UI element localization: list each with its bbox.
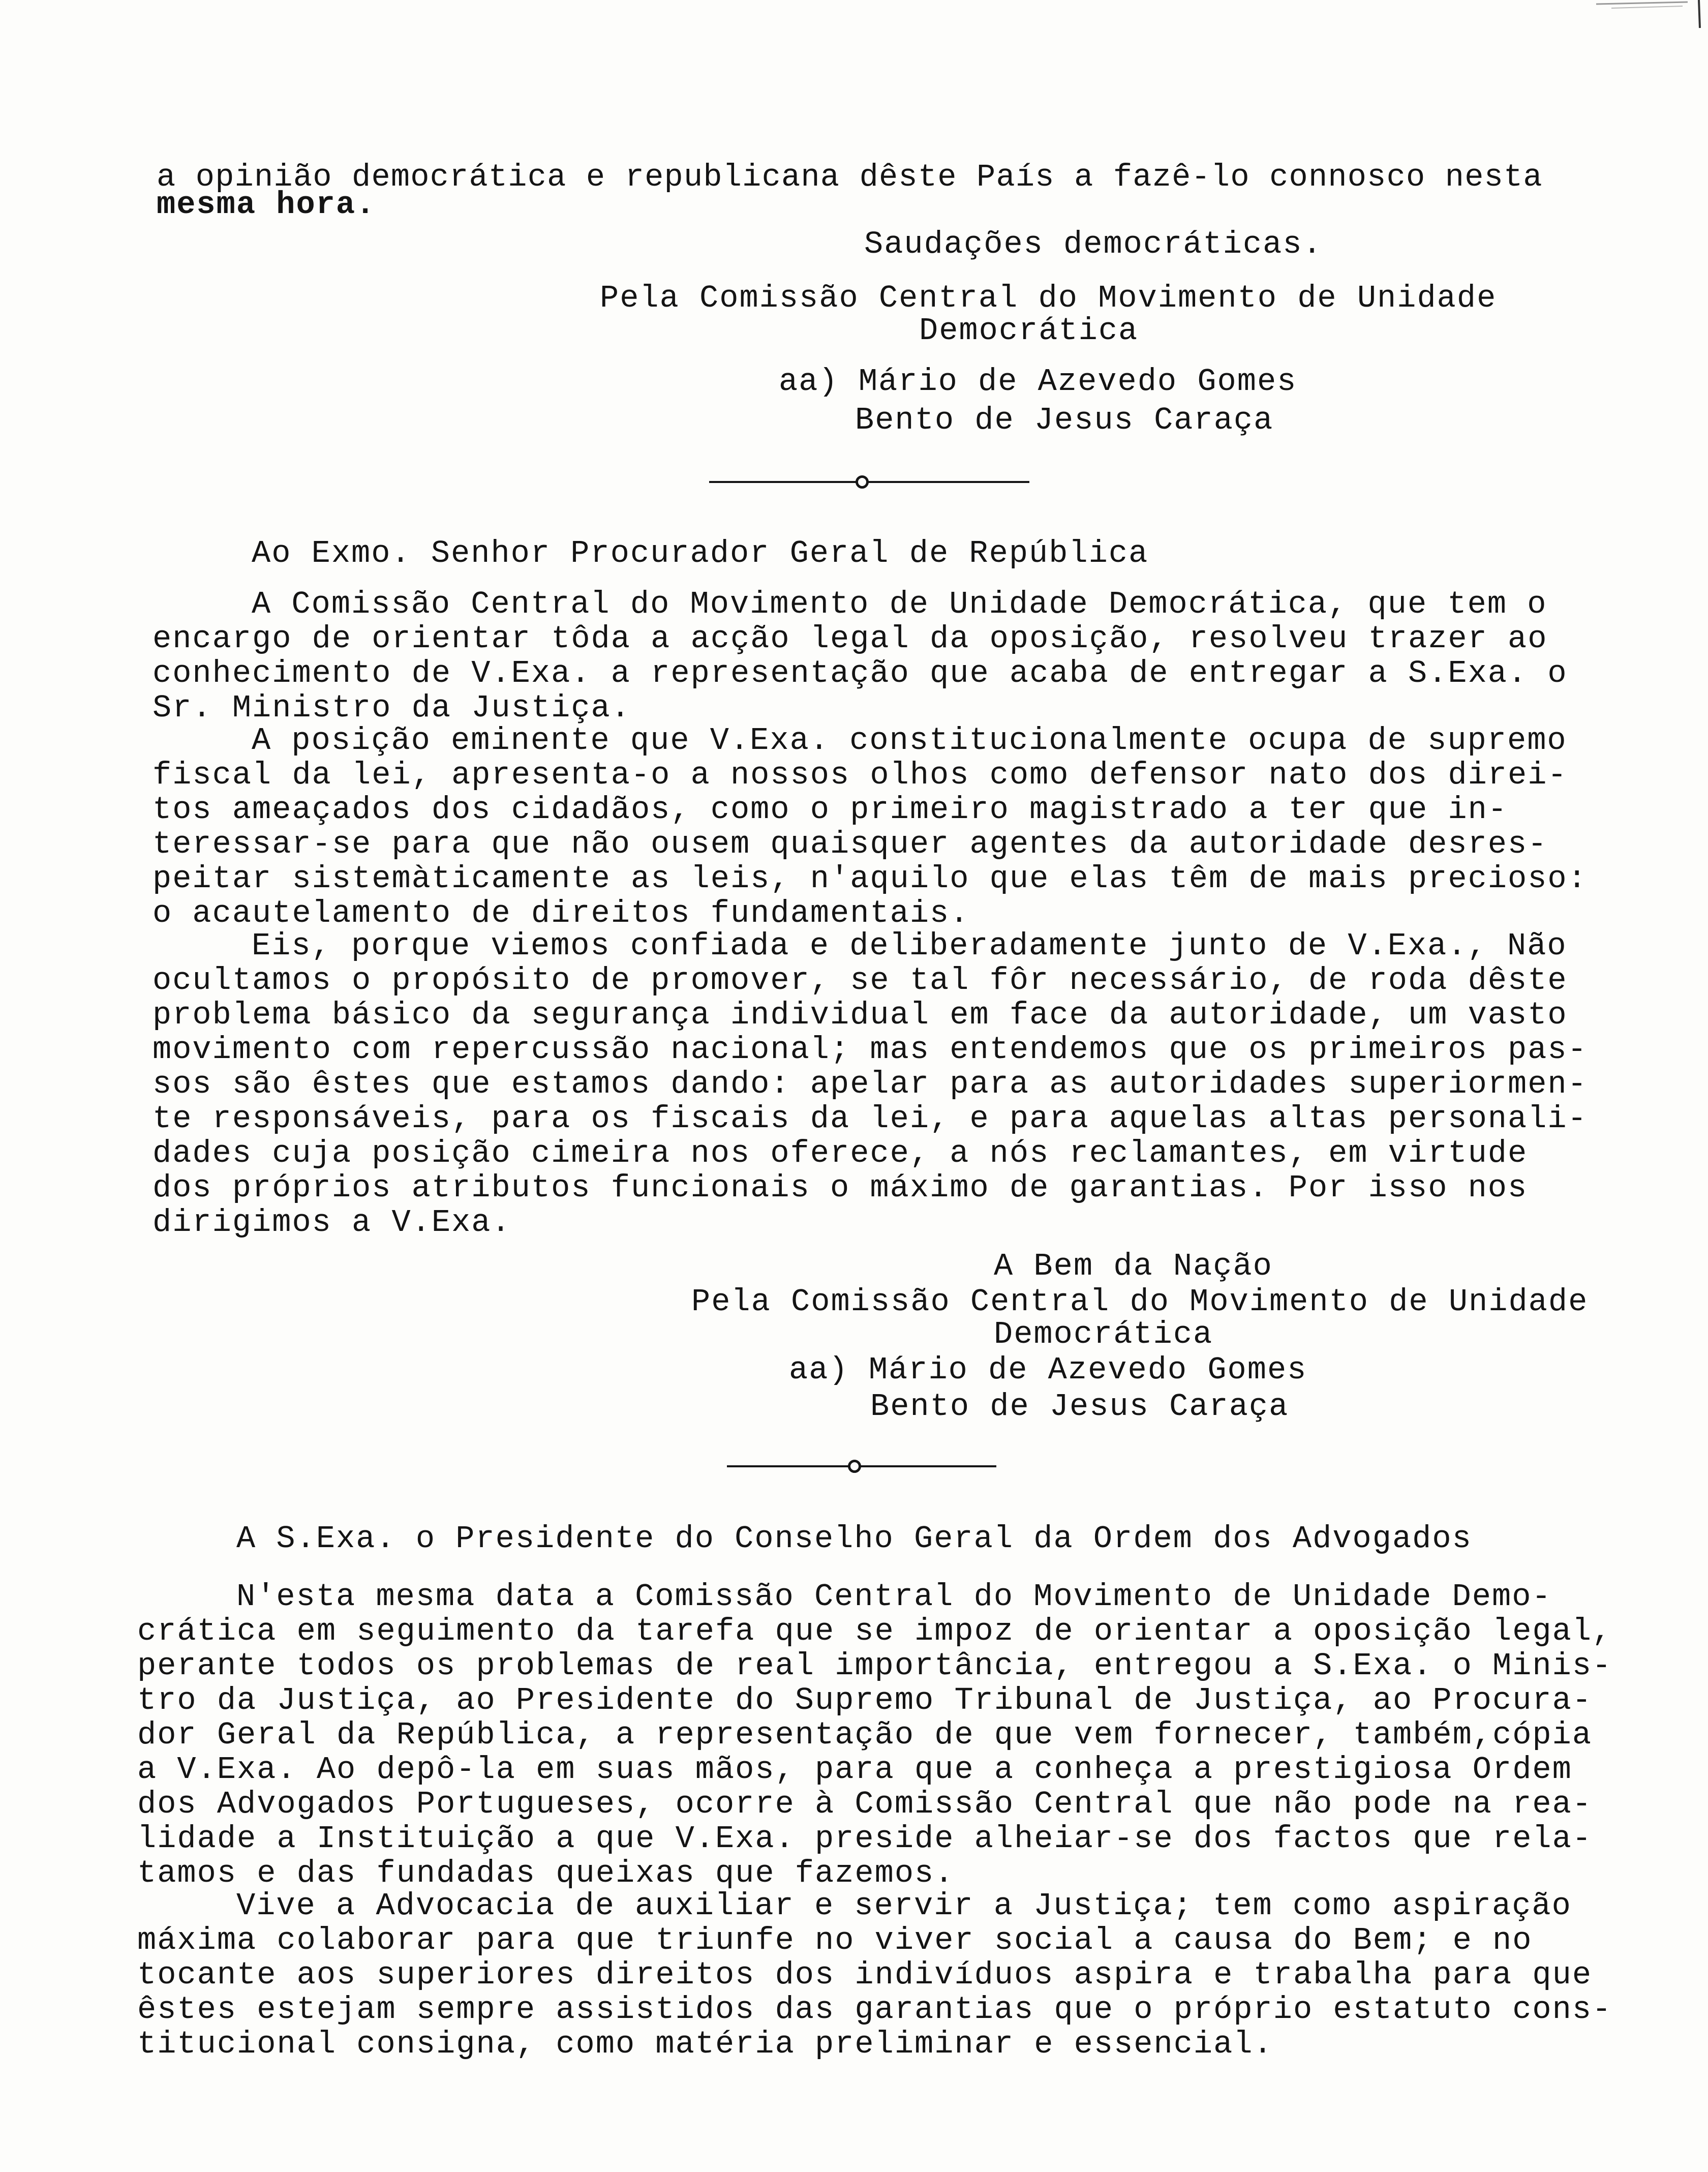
separator-line [727,1465,996,1467]
letter3-line: Vive a Advocacia de auxiliar e servir a Justiça; tem como aspiração [236,1888,1572,1924]
separator-line [709,481,1029,483]
letter2-line: movimento com repercussão nacional; mas entendemos que os primeiros pas- [152,1032,1588,1068]
separator-circle [856,475,869,489]
letter3-line: tamos e das fundadas queixas que fazemos. [137,1855,955,1891]
letter1-signature-azevedo-gomes: aa) Mário de Azevedo Gomes [779,364,1297,400]
letter2-line: tos ameaçados dos cidadãos, como o primeiro magistrado a ter que in- [152,792,1508,828]
letter1-signed-by-line2: Democrática [919,313,1139,349]
letter2-line: te responsáveis, para os fiscais da lei, e para aquelas altas personali- [152,1101,1588,1137]
letter2-signed-by-line2: Democrática [994,1316,1213,1352]
letter3-line: a V.Exa. Ao depô-la em suas mãos, para que a conheça a prestigiosa Ordem [137,1752,1572,1788]
letter2-signature-caraca: Bento de Jesus Caraça [870,1389,1289,1425]
letter2-line: problema básico da segurança individual em face da autoridade, um vasto [152,997,1568,1033]
letter2-closing: A Bem da Nação [994,1248,1273,1284]
letter2-line: dades cuja posição cimeira nos oferece, a nós reclamantes, em virtude [152,1135,1528,1171]
letter1-signature-caraca: Bento de Jesus Caraça [855,402,1274,438]
letter1-closing-line2: mesma hora. [157,187,376,223]
letter1-closing-line1: a opinião democrática e republicana dêste País a fazê-lo connosco nesta [157,159,1543,195]
letter3-line: titucional consigna, como matéria preliminar e essencial. [137,2026,1273,2062]
letter3-line: tro da Justiça, ao Presidente do Supremo Tribunal de Justiça, ao Procura- [137,1682,1593,1718]
letter2-line: conhecimento de V.Exa. a representação que acaba de entregar a S.Exa. o [152,655,1568,691]
letter2-line: A posição eminente que V.Exa. constitucionalmente ocupa de supremo [252,722,1567,759]
letter2-line: sos são êstes que estamos dando: apelar para as autoridades superiormen- [152,1066,1588,1102]
letter3-line: dos Advogados Portugueses, ocorre à Comissão Central que não pode na rea- [137,1786,1593,1822]
letter3-line: êstes estejam sempre assistidos das garantias que o próprio estatuto cons- [137,1992,1612,2028]
letter3-recipient: A S.Exa. o Presidente do Conselho Geral da Ordem dos Advogados [236,1521,1472,1557]
letter1-salutation: Saudações democráticas. [864,226,1323,262]
letter2-line: dirigimos a V.Exa. [152,1204,511,1241]
letter3-line: tocante aos superiores direitos dos indivíduos aspira e trabalha para que [137,1957,1593,1993]
letter2-line: Eis, porque viemos confiada e deliberadamente junto de V.Exa., Não [252,928,1567,964]
letter2-line: A Comissão Central do Movimento de Unidade Democrática, que tem o [252,586,1547,622]
letter3-line: máxima colaborar para que triunfe no viver social a causa do Bem; e no [137,1922,1533,1958]
letter2-line: peitar sistemàticamente as leis, n'aquilo que elas têm de mais precioso: [152,861,1588,897]
letter3-line: lidade a Instituição a que V.Exa. preside alheiar-se dos factos que rela- [137,1821,1593,1857]
letter2-line: teressar-se para que não ousem quaisquer agentes da autoridade desres- [152,826,1548,862]
letter2-line: Sr. Ministro da Justiça. [152,690,631,726]
letter3-line: crática em seguimento da tarefa que se impoz de orientar a oposição legal, [137,1613,1612,1649]
separator-circle [848,1460,861,1473]
letter2-line: fiscal da lei, apresenta-o a nossos olhos como defensor nato dos direi- [152,757,1568,793]
letter2-recipient: Ao Exmo. Senhor Procurador Geral de República [252,535,1149,571]
letter2-signed-by-line1: Pela Comissão Central do Movimento de Unidade [691,1284,1589,1320]
letter3-line: perante todos os problemas de real importância, entregou a S.Exa. o Minis- [137,1648,1612,1684]
letter2-signature-azevedo-gomes: aa) Mário de Azevedo Gomes [789,1352,1307,1388]
scan-edge-mark [1581,0,1708,31]
letter2-line: encargo de orientar tôda a acção legal da oposição, resolveu trazer ao [152,621,1548,657]
letter1-signed-by-line1: Pela Comissão Central do Movimento de Unidade [600,280,1497,316]
letter2-line: dos próprios atributos funcionais o máximo de garantias. Por isso nos [152,1170,1528,1206]
letter2-line: o acautelamento de direitos fundamentais. [152,895,970,931]
letter2-line: ocultamos o propósito de promover, se tal fôr necessário, de roda dêste [152,962,1568,999]
letter3-line: N'esta mesma data a Comissão Central do Movimento de Unidade Demo- [236,1579,1552,1615]
letter3-line: dor Geral da República, a representação de que vem fornecer, também,cópia [137,1717,1593,1753]
